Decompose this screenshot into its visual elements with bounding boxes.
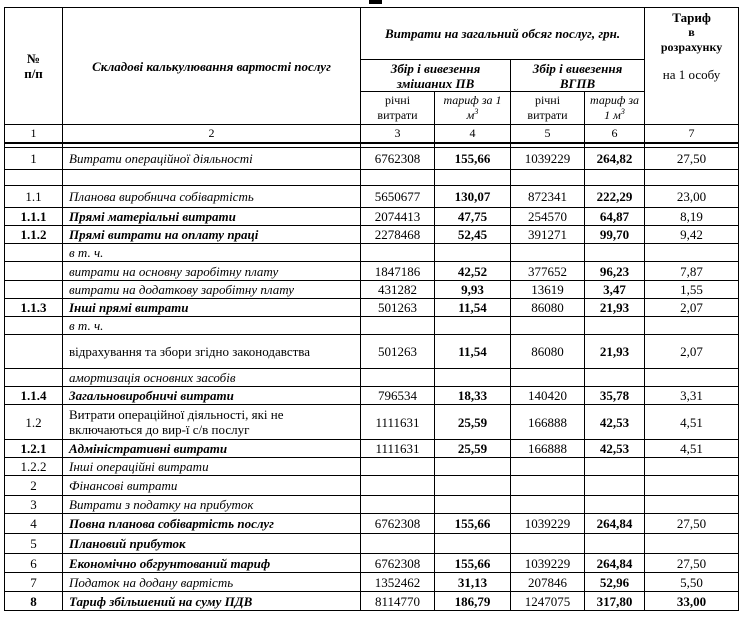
table-row (5, 573, 739, 592)
vgpv-annual: 86080 (511, 335, 585, 369)
row-label: Витрати з податку на прибуток (63, 496, 361, 514)
row-label: Фінансові витрати (63, 476, 361, 496)
row-label: Економічно обгрунтований тариф (63, 554, 361, 573)
pv-annual: 6762308 (361, 514, 435, 534)
header-tariff-vgpv (585, 92, 645, 125)
header-costs-title: Витрати на загальний обсяг послуг, грн. (361, 8, 645, 60)
header-num-text: № п/п (24, 51, 43, 81)
column-number-row (5, 125, 739, 143)
pv-tariff: 47,75 (435, 208, 511, 226)
per-person-tariff (645, 496, 739, 514)
row-label: Адміністративні витрати (63, 440, 361, 458)
pv-tariff: 52,45 (435, 226, 511, 244)
table-row (5, 281, 739, 299)
pv-tariff: 155,66 (435, 148, 511, 170)
row-number: 7 (5, 573, 63, 592)
pv-annual (361, 369, 435, 387)
vgpv-annual: 86080 (511, 299, 585, 317)
row-number: 6 (5, 554, 63, 573)
row-label: Податок на додану вартість (63, 573, 361, 592)
per-person-tariff: 27,50 (645, 514, 739, 534)
vgpv-annual: 391271 (511, 226, 585, 244)
pv-annual: 501263 (361, 299, 435, 317)
per-person-tariff: 8,19 (645, 208, 739, 226)
column-number-4: 4 (435, 125, 511, 143)
pv-annual: 5650677 (361, 186, 435, 208)
header-tariff-pv-text: тариф за 1 м (443, 93, 502, 122)
pv-annual: 501263 (361, 335, 435, 369)
column-number-3: 3 (361, 125, 435, 143)
vgpv-annual: 13619 (511, 281, 585, 299)
vgpv-annual: 1247075 (511, 592, 585, 611)
table-row (5, 208, 739, 226)
table-row (5, 476, 739, 496)
vgpv-annual: 1039229 (511, 148, 585, 170)
header-sub-vgpv: Збір і вивезення ВГПВ (511, 60, 645, 92)
pv-tariff (435, 458, 511, 476)
column-number-2: 2 (63, 125, 361, 143)
table-row (5, 186, 739, 208)
header-tariff-per: на 1 особу (662, 67, 721, 82)
vgpv-tariff: 264,82 (585, 148, 645, 170)
pv-annual: 2074413 (361, 208, 435, 226)
row-label: витрати на основну заробітну плату (63, 262, 361, 281)
row-label: амортизація основних засобів (63, 369, 361, 387)
vgpv-tariff: 35,78 (585, 387, 645, 405)
table-row (5, 148, 739, 170)
vgpv-tariff: 264,84 (585, 514, 645, 534)
row-label: Витрати операційної діяльності (63, 148, 361, 170)
row-label: Прямі матеріальні витрати (63, 208, 361, 226)
vgpv-annual: 1039229 (511, 514, 585, 534)
row-number: 1.2.1 (5, 440, 63, 458)
pv-tariff: 9,93 (435, 281, 511, 299)
header-row-1 (5, 8, 739, 60)
per-person-tariff (645, 458, 739, 476)
per-person-tariff: 7,87 (645, 262, 739, 281)
row-number: 1.1.3 (5, 299, 63, 317)
vgpv-tariff: 21,93 (585, 335, 645, 369)
vgpv-annual: 377652 (511, 262, 585, 281)
vgpv-annual: 140420 (511, 387, 585, 405)
pv-tariff (435, 369, 511, 387)
vgpv-annual (511, 476, 585, 496)
vgpv-tariff (585, 317, 645, 335)
vgpv-tariff (585, 496, 645, 514)
table-row (5, 554, 739, 573)
pv-annual: 1111631 (361, 405, 435, 440)
vgpv-annual: 1039229 (511, 554, 585, 573)
row-number (5, 262, 63, 281)
header-annual-vgpv: річні витрати (511, 92, 585, 125)
per-person-tariff: 9,42 (645, 226, 739, 244)
vgpv-tariff: 42,53 (585, 440, 645, 458)
row-number (5, 369, 63, 387)
table-row (5, 387, 739, 405)
pv-tariff (435, 496, 511, 514)
row-label: Інші прямі витрати (63, 299, 361, 317)
header-tariff-pv-sup: 3 (474, 107, 479, 116)
per-person-tariff (645, 534, 739, 554)
vgpv-tariff: 52,96 (585, 573, 645, 592)
column-number-1: 1 (5, 125, 63, 143)
vgpv-annual: 872341 (511, 186, 585, 208)
pv-annual (361, 244, 435, 262)
pv-tariff (435, 476, 511, 496)
table-row (5, 369, 739, 387)
pv-annual: 2278468 (361, 226, 435, 244)
per-person-tariff: 2,07 (645, 335, 739, 369)
per-person-tariff: 5,50 (645, 573, 739, 592)
table-row (5, 299, 739, 317)
per-person-tariff (645, 244, 739, 262)
row-label: Плановий прибуток (63, 534, 361, 554)
spacer-cell (5, 170, 63, 186)
per-person-tariff: 23,00 (645, 186, 739, 208)
row-number: 1 (5, 148, 63, 170)
vgpv-annual (511, 317, 585, 335)
pv-tariff: 155,66 (435, 514, 511, 534)
table-row (5, 317, 739, 335)
row-number (5, 317, 63, 335)
pv-annual: 1352462 (361, 573, 435, 592)
header-items: Складові калькулювання вартості послуг (63, 8, 361, 125)
table-row (5, 405, 739, 440)
table-row (5, 244, 739, 262)
row-number (5, 281, 63, 299)
vgpv-tariff (585, 458, 645, 476)
pv-tariff (435, 244, 511, 262)
pv-tariff (435, 534, 511, 554)
pv-annual: 431282 (361, 281, 435, 299)
row-label: відрахування та збори згідно законодавства (63, 335, 361, 369)
vgpv-tariff: 42,53 (585, 405, 645, 440)
pv-tariff: 11,54 (435, 335, 511, 369)
header-tariff-line2: в (688, 25, 695, 39)
table-body (5, 8, 739, 611)
pv-annual (361, 458, 435, 476)
row-label: Інші операційні витрати (63, 458, 361, 476)
row-number: 1.1 (5, 186, 63, 208)
spacer-cell (63, 170, 361, 186)
vgpv-annual (511, 244, 585, 262)
vgpv-tariff (585, 244, 645, 262)
pv-tariff: 25,59 (435, 405, 511, 440)
spacer-cell (361, 170, 435, 186)
row-label: Планова виробнича собівартість (63, 186, 361, 208)
per-person-tariff: 27,50 (645, 148, 739, 170)
row-number: 1.1.4 (5, 387, 63, 405)
table-row (5, 592, 739, 611)
spacer-cell (435, 170, 511, 186)
vgpv-annual (511, 496, 585, 514)
header-tariff (645, 8, 739, 125)
per-person-tariff: 4,51 (645, 405, 739, 440)
per-person-tariff: 27,50 (645, 554, 739, 573)
header-tariff-line1: Тариф (672, 10, 711, 25)
vgpv-tariff (585, 369, 645, 387)
table-row (5, 496, 739, 514)
pv-tariff: 25,59 (435, 440, 511, 458)
per-person-tariff: 1,55 (645, 281, 739, 299)
pv-tariff: 11,54 (435, 299, 511, 317)
row-label: Загальновиробничі витрати (63, 387, 361, 405)
row-number: 2 (5, 476, 63, 496)
header-sub-pv: Збір і вивезення змішаних ПВ (361, 60, 511, 92)
cost-table (4, 7, 739, 611)
pv-annual: 796534 (361, 387, 435, 405)
column-number-6: 6 (585, 125, 645, 143)
vgpv-tariff: 222,29 (585, 186, 645, 208)
vgpv-annual (511, 534, 585, 554)
vgpv-tariff: 264,84 (585, 554, 645, 573)
pv-annual (361, 496, 435, 514)
per-person-tariff: 33,00 (645, 592, 739, 611)
row-number: 1.2.2 (5, 458, 63, 476)
row-number: 5 (5, 534, 63, 554)
row-number: 3 (5, 496, 63, 514)
vgpv-tariff (585, 476, 645, 496)
header-num (5, 8, 63, 125)
pv-annual (361, 317, 435, 335)
row-label: Витрати операційної діяльності, які не включаються до вир-ї с/в послуг (63, 405, 361, 440)
per-person-tariff (645, 369, 739, 387)
row-number: 1.2 (5, 405, 63, 440)
pv-annual: 6762308 (361, 148, 435, 170)
vgpv-tariff (585, 534, 645, 554)
pv-tariff: 18,33 (435, 387, 511, 405)
pv-tariff: 42,52 (435, 262, 511, 281)
pv-annual: 8114770 (361, 592, 435, 611)
row-label: Тариф збільшений на суму ПДВ (63, 592, 361, 611)
table-row (5, 226, 739, 244)
row-number: 1.1.1 (5, 208, 63, 226)
vgpv-tariff: 96,23 (585, 262, 645, 281)
table-row (5, 440, 739, 458)
row-label: Прямі витрати на оплату праці (63, 226, 361, 244)
header-tariff-line3: розрахунку (660, 40, 723, 54)
row-label: Повна планова собівартість послуг (63, 514, 361, 534)
vgpv-annual: 254570 (511, 208, 585, 226)
pv-annual: 6762308 (361, 554, 435, 573)
pv-annual: 1111631 (361, 440, 435, 458)
pv-tariff (435, 317, 511, 335)
pv-tariff: 186,79 (435, 592, 511, 611)
row-label: витрати на додаткову заробітну плату (63, 281, 361, 299)
pv-annual (361, 476, 435, 496)
column-number-5: 5 (511, 125, 585, 143)
vgpv-tariff: 64,87 (585, 208, 645, 226)
table-row (5, 262, 739, 281)
spacer-row (5, 170, 739, 186)
vgpv-annual: 166888 (511, 440, 585, 458)
spacer-cell (511, 170, 585, 186)
per-person-tariff: 2,07 (645, 299, 739, 317)
vgpv-annual (511, 458, 585, 476)
vgpv-tariff: 21,93 (585, 299, 645, 317)
pv-tariff: 130,07 (435, 186, 511, 208)
pv-tariff: 155,66 (435, 554, 511, 573)
pv-annual: 1847186 (361, 262, 435, 281)
pv-tariff: 31,13 (435, 573, 511, 592)
row-number (5, 244, 63, 262)
table-row (5, 534, 739, 554)
vgpv-annual: 207846 (511, 573, 585, 592)
table-row (5, 514, 739, 534)
vgpv-tariff: 99,70 (585, 226, 645, 244)
table-row (5, 335, 739, 369)
pv-annual (361, 534, 435, 554)
row-number (5, 335, 63, 369)
header-tariff-vgpv-sup: 3 (620, 107, 625, 116)
row-number: 1.1.2 (5, 226, 63, 244)
page-mark (369, 0, 382, 4)
vgpv-annual: 166888 (511, 405, 585, 440)
per-person-tariff (645, 317, 739, 335)
per-person-tariff: 3,31 (645, 387, 739, 405)
vgpv-tariff: 317,80 (585, 592, 645, 611)
header-tariff-vgpv-text: тариф за 1 м (590, 93, 640, 122)
header-annual-pv: річні витрати (361, 92, 435, 125)
row-label: в т. ч. (63, 244, 361, 262)
header-tariff-pv (435, 92, 511, 125)
per-person-tariff: 4,51 (645, 440, 739, 458)
column-number-7: 7 (645, 125, 739, 143)
spacer-cell (645, 170, 739, 186)
vgpv-tariff: 3,47 (585, 281, 645, 299)
table-row (5, 458, 739, 476)
row-number: 8 (5, 592, 63, 611)
row-number: 4 (5, 514, 63, 534)
row-label: в т. ч. (63, 317, 361, 335)
vgpv-annual (511, 369, 585, 387)
spacer-cell (585, 170, 645, 186)
per-person-tariff (645, 476, 739, 496)
